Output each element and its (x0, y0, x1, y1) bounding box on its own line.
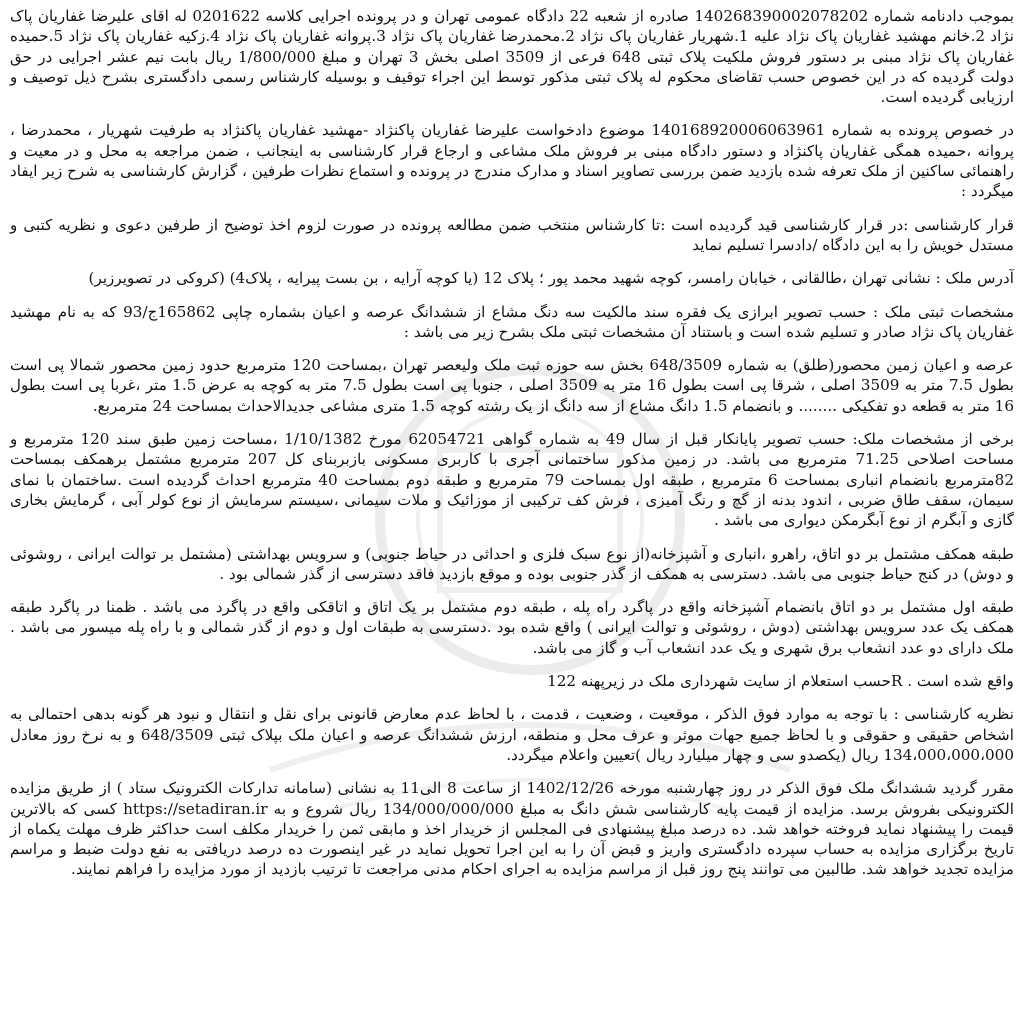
paragraph-gap (10, 107, 1014, 120)
paragraph-ground-floor: طبقه همکف مشتمل بر دو اتاق، راهرو ،انباری و آشپزخانه(از نوع سبک فلزی و احداثی در حیاط جنوبی) و سرویس بهداشتی (مشتمل بر توالت ایرانی ، روشوئی و دوش) در کنج حیاط جنوبی می باشد. دسترسی به همکف از گذر جنوبی بوده و موقع بازدید فاقد دسترسی از گذر شمالی بود . (10, 544, 1014, 583)
paragraph-gap (10, 765, 1014, 778)
paragraph-gap (10, 202, 1014, 215)
paragraph-registration-details: مشخصات ثبتی ملک : حسب تصویر ابرازی یک فقره سند مالکیت سه دنگ مشاع از ششدانگ عرصه و اعیان بشماره چاپی 165862ج/93 که به نام مهشید غفاریان پاک نژاد صادر و تسلیم شده است و باستناد آن مشخصات ثبتی ملک بشرح زیر می باشد : (10, 302, 1014, 341)
paragraph-judgment-intro: بموجب دادنامه شماره 140268390002078202 صادره از شعبه 22 دادگاه عمومی تهران و در پرونده اجرایی کلاسه 0201622 له اقای علیرضا غفاریان پاک نژاد 2.خانم مهشید غفاریان پاک نژاد علیه 1.شهریار غفاریان پاک نژاد 2.محمدرضا غفاریان پاک نژاد 3.پروانه غفاریان پاک نژاد 4.زکیه غفاریان پاک نژاد 5.حمیده غفاریان پاک نژاد مبنی بر دستور فروش ملکیت پلاک ثبتی 648 فرعی از 3509 اصلی بخش 3 تهران و مبلغ 1/800/000 ریال بابت نیم عشر اجرایی در حق دولت گردیده که در این خصوص حسب تقاضای محکوم له پلاک ثبتی مذکور توسط این اجراء توقیف و بوسیله کارشناس رسمی دادگستری بشرح ذیل توصیف و ارزیابی گردیده است. (10, 7, 1014, 107)
paragraph-gap (10, 531, 1014, 544)
paragraph-gap (10, 658, 1014, 671)
paragraph-gap (10, 289, 1014, 302)
paragraph-gap (10, 342, 1014, 355)
paragraph-case-description: در خصوص پرونده به شماره 140168920006063961 موضوع دادخواست علیرضا غفاریان پاکنژاد -مهشید غفاریان پاکنژاد به طرفیت شهریار ، محمدرضا ، پروانه ،حمیده همگی غفاریان پاکنژاد و دستور دادگاه مبنی بر فروش ملک مشاعی و ارجاع قرار کارشناسی به اینجانب ، ضمن مراجعه به محل و در معیت و راهنمائی ساکنین از ملک تعرفه شده بازدید ضمن بررسی تصاویر اسناد و مدارک مندرج در پرونده و استماع نظرات طرفین ، گزارش کارشناسی به شرح زیر ایفاد میگردد : (10, 121, 1014, 201)
paragraph-expert-valuation: نظریه کارشناسی : با توجه به موارد فوق الذکر ، موقعیت ، وضعیت ، قدمت ، با لحاظ عدم معارض قانونی برای نقل و انتقال و نبود هر گونه بدهی احتمالی به اشخاص حقیقی و حقوقی و با لحاظ جمیع جهات موثر و عرف محل و منطقه، ارزش ششدانگ عرصه و اعیان ملک بپلاک ثبتی 648/3509 و به نرخ روز معادل 134،000،000،000 ریال (یکصدو سی و چهار میلیارد ریال )تعیین واعلام میگردد. (10, 705, 1014, 764)
paragraph-municipal-zone: واقع شده است . Rحسب استعلام از سایت شهرداری ملک در زیرپهنه 122 (547, 672, 1014, 691)
paragraph-property-address: آدرس ملک : نشانی تهران ،طالقانی ، خیابان رامسر، کوچه شهید محمد پور ؛ پلاک 12 (یا کوچه آرایه ، بن بست پیرایه ، پلاک4) (کروکی در تصویرزیر) (88, 269, 1014, 288)
paragraph-upper-floors: طبقه اول مشتمل بر دو اتاق بانضمام آشپزخانه واقع در پاگرد راه پله ، طبقه دوم مشتمل بر یک اتاق و اتاقکی واقع در پاگرد می باشد . ظمنا در پاگرد طبقه همکف یک عدد سرویس بهداشتی (دوش ، روشوئی و توالت ایرانی ) واقع شده بود .دسترسی به طبقات اول و دوم از گذر شمالی و با راه پله میسور می باشد . ملک دارای دو عدد انشعاب برق شهری و یک عدد انشعاب آب و گاز می باشد. (10, 598, 1014, 657)
paragraph-auction-terms: مقرر گردید ششدانگ ملک فوق الذکر در روز چهارشنبه مورخه 1402/12/26 از ساعت 8 الی11 به نشانی (سامانه تدارکات الکترونیک ستاد ) از طریق مزایده الکترونیکی بفروش برسد. مزایده از قیمت پایه کارشناسی شش دانگ به مبلغ 134/000/000/000 ریال شروع و به https://setadiran.ir کسی که بالاترین قیمت را پیشنهاد نماید فروخته خواهد شد. ده درصد مبلغ پیشنهادی فی المجلس از خریدار اخذ و مابقی ثمن را خریدار مکلف است حداکثر ظرف مهلت یکماه از تاریخ برگزاری مزایده به حساب سپرده دادگستری واریز و قبض آن را به این اجرا تحویل نماید در غیر اینصورت ده درصد دریافتی به نفع دولت ضبط و مراسم مزایده تجدید خواهد شد. طالبین می توانند پنج روز قبل از مراسم مزایده به اجرای احکام مدنی مراجعت تا ترتیب بازدید از مورد مزایده را فراهم نمایند. (10, 779, 1015, 879)
paragraph-building-specs: برخی از مشخصات ملک: حسب تصویر پایانکار قبل از سال 49 به شماره گواهی 62054721 مورخ 1/10/1382 ،مساحت زمین طبق سند 120 مترمربع و مساحت اصلاحی 71.25 مترمربع می باشد. در زمین مذکور ساختمانی آجری با کاربری مسکونی بازبربنای کل 207 مترمربع مشتمل برهمکف بمساحت 82مترمربع بانضمام انباری بمساحت 6 مترمربع ، طبقه اول بمساحت 79 مترمربع و طبقه دوم بمساحت 40 مترمربع احداث گردیده است .ساختمان با نمای سیمان، سقف طاق ضربی ، اندود بدنه از گچ و رنگ آمیزی ، فرش کف ترکیبی از موزائیک و ملات سیمانی ،سیستم سرمایش از نوع کولر آبی ، گرمایش بخاری گازی و آبگرم از نوع آبگرمکن دیواری می باشد . (10, 430, 1015, 530)
paragraph-gap (10, 584, 1014, 597)
paragraph-expert-order: قرار کارشناسی :در قرار کارشناسی قید گردیده است :تا کارشناس منتخب ضمن مطالعه پرونده در صورت لزوم اخذ توضیح از طرفین دعوی و نظریه کتبی و مستدل خویش را به این دادگاه /دادسرا تسلیم نماید (10, 215, 1014, 254)
paragraph-gap (10, 255, 1014, 268)
paragraph-gap (10, 416, 1014, 429)
paragraph-gap (10, 691, 1014, 704)
paragraph-land-boundaries: عرصه و اعیان زمین محصور(طلق) به شماره 648/3509 بخش سه حوزه ثبت ملک ولیعصر تهران ،بمساحت 120 مترمربع حدود زمین محصور شمالا پی است بطول 7.5 متر به 3509 اصلی ، شرقا پی است بطول 16 متر به 3509 اصلی ، جنوبا پی است بطول 7.5 متر به کوچه به عرض 1.5 متر ،غربا پی است بطول 16 متر به قطعه دو تفکیکی ........ و بانضمام 1.5 دانگ مشاع از سه دانگ از یک رشته کوچه 1.5 متری مشاعی جدیدالاحداث بمساحت 24 مترمربع. (10, 356, 1015, 415)
